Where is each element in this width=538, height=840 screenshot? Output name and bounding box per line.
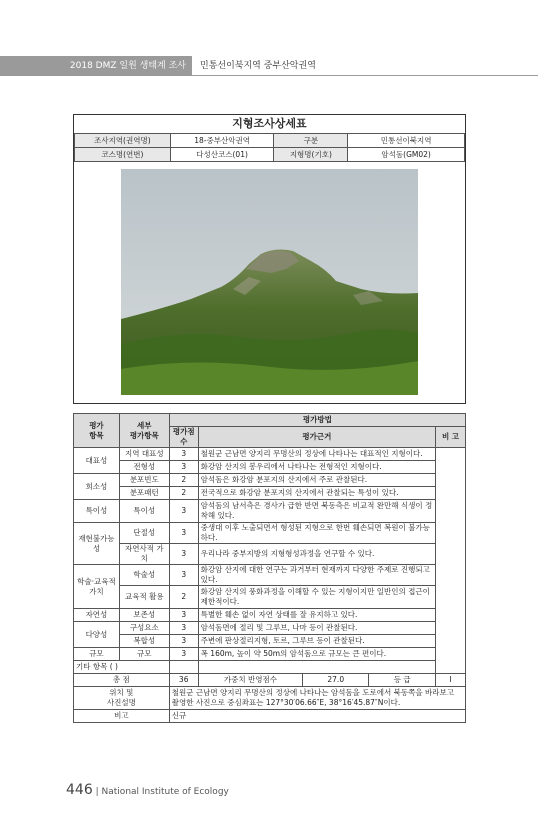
row-score: 2 bbox=[169, 474, 198, 487]
table-row bbox=[74, 586, 466, 609]
location-text: 철원군 근남면 양지리 무명산의 정상에 나타나는 암석돔을 도로에서 북동쪽을 바라보고 촬영한 사진으로 중심좌표는 127°30′06.66″E, 38°16′45.87″N이다. bbox=[169, 687, 465, 710]
row-item: 구성요소 bbox=[119, 622, 169, 635]
header-remark: 비 고 bbox=[436, 427, 466, 448]
row-score: 3 bbox=[169, 461, 198, 474]
header-left-text: 2018 DMZ 일원 생태계 조사 bbox=[69, 61, 186, 71]
row-item: 특이성 bbox=[119, 500, 169, 523]
info-value: 민통선이북지역 bbox=[348, 134, 465, 148]
row-item: 학술성 bbox=[119, 565, 169, 586]
footer-org: National Institute of Ecology bbox=[101, 787, 229, 797]
row-basis: 암석돔면에 절리 및 그루브, 나마 등이 관찰된다. bbox=[198, 622, 435, 635]
info-label: 조사지역(권역명) bbox=[75, 134, 171, 148]
row-basis: 화강암 산지에 대한 연구는 과거부터 현재까지 다양한 주제로 진행되고 있다. bbox=[198, 565, 435, 586]
table-row bbox=[74, 500, 466, 523]
table-row bbox=[74, 461, 466, 474]
header-item: 세부 평가항목 bbox=[119, 414, 169, 448]
row-score: 3 bbox=[169, 565, 198, 586]
other-item-score bbox=[169, 661, 198, 674]
row-group: 특이성 bbox=[74, 500, 120, 523]
info-label: 지형명(기호) bbox=[274, 148, 348, 162]
row-group: 희소성 bbox=[74, 474, 120, 500]
info-value: 다성산코스(01) bbox=[170, 148, 274, 162]
info-label: 코스명(연번) bbox=[75, 148, 171, 162]
sheet-title: 지형조사상세표 bbox=[232, 117, 307, 130]
header-basis: 평가근거 bbox=[198, 427, 435, 448]
other-item-basis bbox=[198, 661, 435, 674]
total-row bbox=[74, 674, 466, 687]
total-weighted bbox=[198, 674, 435, 687]
other-item-label: 기타 항목 ( ) bbox=[74, 661, 170, 674]
row-score: 3 bbox=[169, 648, 198, 661]
row-score: 3 bbox=[169, 635, 198, 648]
row-basis: 폭 160m, 높이 약 50m의 암석돔으로 규모는 큰 편이다. bbox=[198, 648, 435, 661]
row-score: 3 bbox=[169, 523, 198, 544]
row-score: 3 bbox=[169, 448, 198, 461]
page-footer bbox=[66, 782, 229, 798]
row-group: 대표성 bbox=[74, 448, 120, 474]
row-item: 분포패턴 bbox=[119, 487, 169, 500]
table-row bbox=[74, 523, 466, 544]
table-row bbox=[74, 544, 466, 565]
info-value: 18-중부산악권역 bbox=[170, 134, 274, 148]
row-item: 분포빈도 bbox=[119, 474, 169, 487]
info-value: 암석돔(GM02) bbox=[348, 148, 465, 162]
table-row bbox=[74, 487, 466, 500]
row-group: 재현불가능성 bbox=[74, 523, 120, 565]
row-basis: 화강암 산지의 풍화과정을 이해할 수 있는 지형이지만 일반인의 접근이 제한적이다. bbox=[198, 586, 435, 609]
info-row bbox=[75, 134, 465, 148]
weighted-label: 가중치 반영점수 bbox=[199, 674, 303, 686]
info-label: 구분 bbox=[274, 134, 348, 148]
row-basis: 암석돔의 남서측은 경사가 급한 반면 북동측은 비교적 완만해 식생이 정착해 있다. bbox=[198, 500, 435, 523]
row-item: 지역 대표성 bbox=[119, 448, 169, 461]
row-score: 2 bbox=[169, 586, 198, 609]
row-score: 3 bbox=[169, 622, 198, 635]
table-row bbox=[74, 609, 466, 622]
row-basis: 전국적으로 화강암 분포지의 산지에서 관찰되는 특성이 있다. bbox=[198, 487, 435, 500]
row-group: 다양성 bbox=[74, 622, 120, 648]
header-right-text: 민통선이북지역 중부산악권역 bbox=[200, 61, 316, 71]
mountain-photo bbox=[121, 169, 418, 395]
grade-label: 등 급 bbox=[393, 675, 411, 684]
row-score: 2 bbox=[169, 487, 198, 500]
table-row bbox=[74, 448, 466, 461]
note-row bbox=[74, 710, 466, 723]
evaluation-table bbox=[73, 413, 466, 723]
row-group: 학술·교육적 가치 bbox=[74, 565, 120, 609]
survey-sheet bbox=[73, 114, 466, 404]
row-group: 자연성 bbox=[74, 609, 120, 622]
row-score: 3 bbox=[169, 609, 198, 622]
header-score: 평가점수 bbox=[169, 427, 198, 448]
remark-cell bbox=[436, 448, 466, 674]
weighted-value: 27.0 bbox=[303, 674, 369, 686]
location-row bbox=[74, 687, 466, 710]
row-group: 규모 bbox=[74, 648, 120, 661]
header-group: 평가 항목 bbox=[74, 414, 120, 448]
row-basis: 우리나라 중부지방의 지형형성과정을 연구할 수 있다. bbox=[198, 544, 435, 565]
row-score: 3 bbox=[169, 544, 198, 565]
running-header bbox=[0, 56, 538, 76]
total-sub-table bbox=[199, 674, 435, 686]
row-basis: 화강암 산지의 봉우리에서 나타나는 전형적인 지형이다. bbox=[198, 461, 435, 474]
row-item: 규모 bbox=[119, 648, 169, 661]
table-row bbox=[74, 648, 466, 661]
table-row bbox=[74, 635, 466, 648]
table-row bbox=[74, 622, 466, 635]
row-item: 보존성 bbox=[119, 609, 169, 622]
table-row bbox=[74, 474, 466, 487]
table-header-row bbox=[74, 414, 466, 427]
note-label: 비고 bbox=[74, 710, 170, 723]
info-row bbox=[75, 148, 465, 162]
total-value: 36 bbox=[169, 674, 198, 687]
info-table bbox=[74, 133, 465, 162]
page-number: 446 bbox=[66, 782, 93, 798]
table-row bbox=[74, 565, 466, 586]
row-basis: 중생대 이후 노출되면서 형성된 지형으로 한번 훼손되면 복원이 불가능하다. bbox=[198, 523, 435, 544]
row-item: 전형성 bbox=[119, 461, 169, 474]
total-label: 총 점 bbox=[74, 674, 170, 687]
row-item: 복합성 bbox=[119, 635, 169, 648]
row-item: 단절성 bbox=[119, 523, 169, 544]
grade-value: I bbox=[436, 674, 466, 687]
row-score: 3 bbox=[169, 500, 198, 523]
row-item: 자연사적 가치 bbox=[119, 544, 169, 565]
mountain-photo-image bbox=[121, 169, 418, 395]
location-label: 위치 및 사진설명 bbox=[74, 687, 170, 710]
row-basis: 암석돔은 화강암 분포지의 산지에서 주로 관찰된다. bbox=[198, 474, 435, 487]
row-basis: 주변에 판상절리지형, 토르, 그루브 등이 관찰된다. bbox=[198, 635, 435, 648]
row-basis: 특별한 훼손 없이 자연 상태를 잘 유지하고 있다. bbox=[198, 609, 435, 622]
row-basis: 철원군 근남면 양지리 무명산의 정상에 나타나는 대표적인 지형이다. bbox=[198, 448, 435, 461]
footer-separator: | bbox=[95, 787, 99, 797]
other-item-row bbox=[74, 661, 466, 674]
header-method: 평가방법 bbox=[169, 414, 465, 427]
note-value: 신규 bbox=[169, 710, 465, 723]
row-item: 교육적 활용 bbox=[119, 586, 169, 609]
